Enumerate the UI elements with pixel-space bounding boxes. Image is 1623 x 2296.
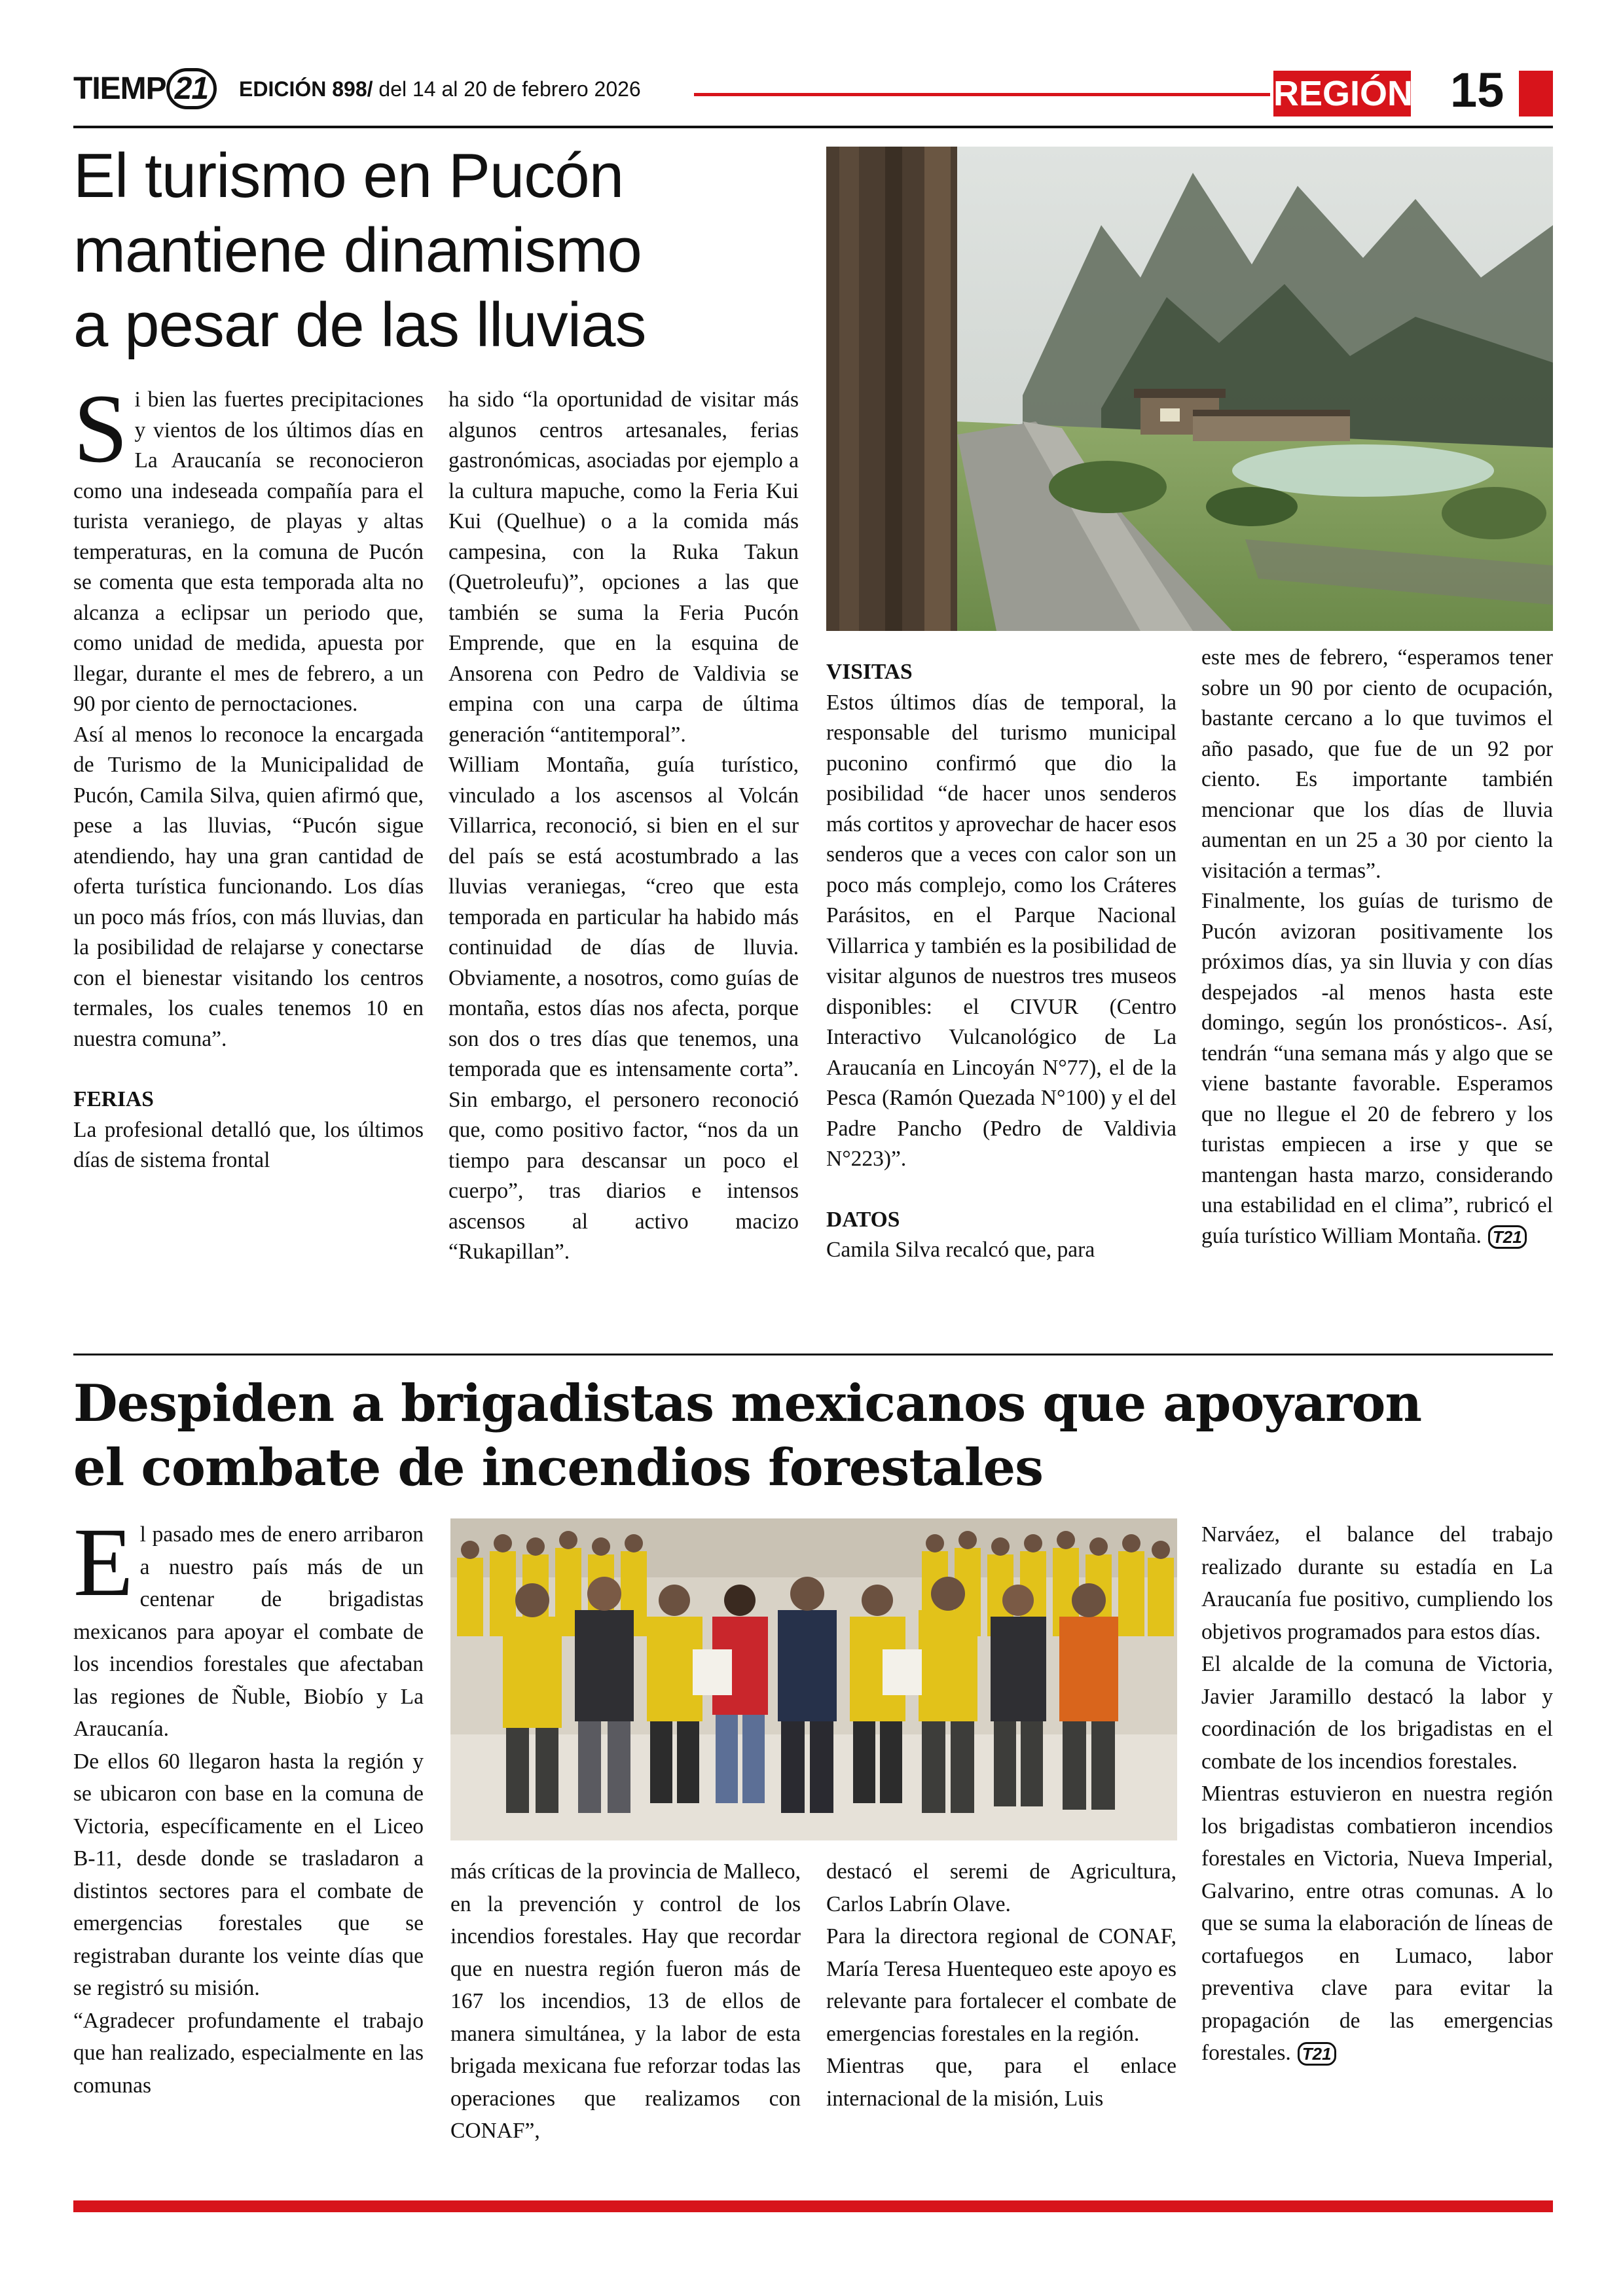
article1-column-1 (73, 374, 424, 1176)
article1-paragraph: Estos últimos días de temporal, la responsable del turismo municipal puconino confirmó que dio la posibilidad “de hacer unos senderos más cortitos y aprovechar de hacer esos senderos que a veces con calor son un poco más complejo, como los Cráteres Parásitos, en el Parque Nacional Villarrica y también es la posibilidad de visitar algunos de nuestros tres museos disponibles: el CIVUR (Centro Interactivo Vulcanológico de La Araucanía en Lincoyán N°77), el de la Pesca (Ramón Quezada N°100) y el del Padre Pancho (Pedro de Valdivia N°223)”. (826, 690, 1176, 1171)
article1-column-4 (1201, 643, 1553, 1252)
article1-paragraph: La profesional detalló que, los últimos días de sistema frontal (73, 1117, 424, 1172)
edition-dates: del 14 al 20 de febrero 2026 (373, 77, 641, 101)
logo-mark: 21 (166, 68, 217, 109)
newspaper-logo (73, 71, 217, 107)
article2-column-2 (450, 1856, 801, 2147)
article2-paragraph (1201, 1778, 1553, 2071)
article2-paragraph: El alcalde de la comuna de Victoria, Javier Jaramillo destacó la labor y coordinación de los brigadistas en el combate de los incendios forestales. (1201, 1652, 1553, 1774)
footer-red-bar (73, 2200, 1553, 2212)
page-number-bar (1519, 71, 1553, 117)
edition-label: EDICIÓN 898/ (239, 77, 373, 101)
article2-headline (73, 1372, 1553, 1500)
article2-paragraph: Narváez, el balance del trabajo realizado durante su estadía en La Araucanía fue positivo, cumpliendo los objetivos programados para estos días. (1201, 1522, 1553, 1644)
article1-paragraph: Camila Silva recalcó que, para (826, 1238, 1095, 1262)
logo-main: TIEMP (73, 71, 166, 106)
headline-line: mantiene dinamismo (73, 215, 642, 285)
brigadistas-photo-illustration (450, 1518, 1177, 1840)
article-separator (73, 1354, 1553, 1355)
masthead-red-line (694, 93, 1270, 96)
section-label: REGIÓN (1273, 71, 1411, 117)
article2-paragraph: De ellos 60 llegaron hasta la región y se ubicaron con base en la comuna de Victoria, específicamente en el Liceo B-11, desde donde se trasladaron a distintos sectores para el combate de emergencias forestales que se registraban durante los veinte días que se registró su misión. (73, 1749, 424, 2000)
article2-paragraph: l pasado mes de enero arribaron a nuestro país más de un centenar de brigadistas mexicanos para apoyar el combate de los incendios forestales que afectaban las regiones de Ñuble, Biobío y La Araucanía. (73, 1522, 424, 1741)
article1-column-2 (448, 385, 799, 1268)
article2-paragraph: “Agradecer profundamente el trabajo que han realizado, especialmente en las comunas (73, 2008, 424, 2098)
headline-line: el combate de incendios forestales (73, 1438, 1044, 1498)
article2-final-text: Mientras estuvieron en nuestra región los brigadistas combatieron incendios forestales en Victoria, Nueva Imperial, Galvarino, entre otras comunas. A lo que se suma la elaboración de líneas de cortafuegos en Lumaco, labor preventiva clave para evitar la propagación de las emergencias forestales. (1201, 1782, 1553, 2065)
article1-paragraph (1201, 886, 1553, 1252)
article2-paragraph: Mientras que, para el enlace internacional de la misión, Luis (826, 2054, 1176, 2111)
article1-paragraph: ha sido “la oportunidad de visitar más algunos centros artesanales, ferias gastronómicas, asociadas por ejemplo a la cultura mapuche, como la Feria Kui Kui (Quelhue) o a la comida más campesina, con la Ruka Takun (Quetroleufu)”, opciones a las que también se suma la Feria Pucón Emprende, que en la esquina de Ansorena con Pedro de Valdivia se empina con una carpa de última generación “antitemporal”. (448, 387, 799, 747)
article2-dropcap: E (73, 1508, 134, 1617)
article1-dropcap: S (73, 374, 128, 483)
article2-column-3 (826, 1856, 1176, 2115)
brigadistas-group-photo (450, 1518, 1177, 1840)
article1-subhead-ferias: FERIAS (73, 1087, 154, 1111)
headline-line: El turismo en Pucón (73, 141, 624, 211)
pucon-landscape-photo (826, 147, 1553, 631)
article2-paragraph: más críticas de la provincia de Malleco, en la prevención y control de los incendios forestales. Hay que recordar que en nuestra región fueron más de 167 los incendios, 13 de ellos de manera simultánea, y la labor de esta brigada mexicana fue reforzar todas las operaciones que realizamos con CONAF”, (450, 1859, 801, 2143)
article1-subhead-datos: DATOS (826, 1207, 900, 1232)
masthead-underline (73, 126, 1553, 128)
headline-line: a pesar de las lluvias (73, 290, 646, 360)
article1-subhead-visitas: VISITAS (826, 660, 913, 684)
page-number: 15 (1450, 63, 1504, 117)
headline-line: Despiden a brigadistas mexicanos que apoyaron (73, 1374, 1422, 1433)
article2-end-mark: T21 (1298, 2042, 1336, 2066)
edition-info (239, 77, 641, 101)
article2-column-4 (1201, 1518, 1553, 2071)
article1-end-mark: T21 (1488, 1225, 1527, 1249)
pucon-photo-illustration (826, 147, 1553, 631)
article1-paragraph: William Montaña, guía turístico, vinculado a los ascensos al Volcán Villarrica, reconoció, si bien en el sur del país se está acostumbrado a las lluvias veraniegas, “creo que esta temporada en particular ha habido más continuidad de días de lluvia. Obviamente, a nosotros, como guías de montaña, estos días nos afecta, porque son dos o tres días que tenemos, una temporada que es intensamente corta”. Sin embargo, el personero reconoció que, como positivo factor, “nos da un tiempo para descansar un poco el cuerpo”, tras diarios e intensos ascensos al activo macizo “Rukapillan”. (448, 753, 799, 1264)
article2-paragraph: destacó el seremi de Agricultura, Carlos Labrín Olave. (826, 1859, 1176, 1916)
article1-column-3 (826, 657, 1176, 1266)
article2-paragraph: Para la directora regional de CONAF, María Teresa Huentequeo este apoyo es relevante para fortalecer el combate de emergencias forestales en la región. (826, 1924, 1176, 2046)
article1-final-text: Finalmente, los guías de turismo de Pucón avizoran positivamente los próximos días, ya sin lluvia y con días despejados -al menos hasta este domingo, según los pronósticos-. Así, tendrán “una semana más y algo que se viene bastante favorable. Esperamos que no llegue el 20 de febrero y los turistas empiecen a irse y que se mantengan hasta marzo, considerando una estabilidad en el clima”, rubricó el guía turístico William Montaña. (1201, 889, 1553, 1248)
article1-headline (73, 139, 807, 363)
article1-paragraph: Así al menos lo reconoce la encargada de Turismo de la Municipalidad de Pucón, Camila Silva, quien afirmó que, pese a las lluvias, “Pucón sigue atendiendo, hay una gran cantidad de oferta turística funcionando. Los días un poco más fríos, con más lluvias, dan la posibilidad de relajarse y conectarse con el bienestar visitando los centros termales, los cuales tenemos 10 en nuestra comuna”. (73, 722, 424, 1051)
article2-column-1 (73, 1508, 424, 2102)
article1-paragraph: este mes de febrero, “esperamos tener sobre un 90 por ciento de ocupación, bastante cercano a lo que tuvimos el año pasado, que fue de un 92 por ciento. Es importante también mencionar que los días de lluvia aumentan en un 25 a 30 por ciento la visitación a termas”. (1201, 645, 1553, 883)
article1-paragraph: i bien las fuertes precipitaciones y vientos de los últimos días en La Araucanía se reconocieron como una indeseada compañía para el turista veraniego, de playas y altas temperaturas, en la comuna de Pucón se comenta que esta temporada alta no alcanza a eclipsar un periodo que, como unidad de medida, apuesta por llegar, durante el mes de febrero, a un 90 por ciento de pernoctaciones. (73, 387, 424, 716)
